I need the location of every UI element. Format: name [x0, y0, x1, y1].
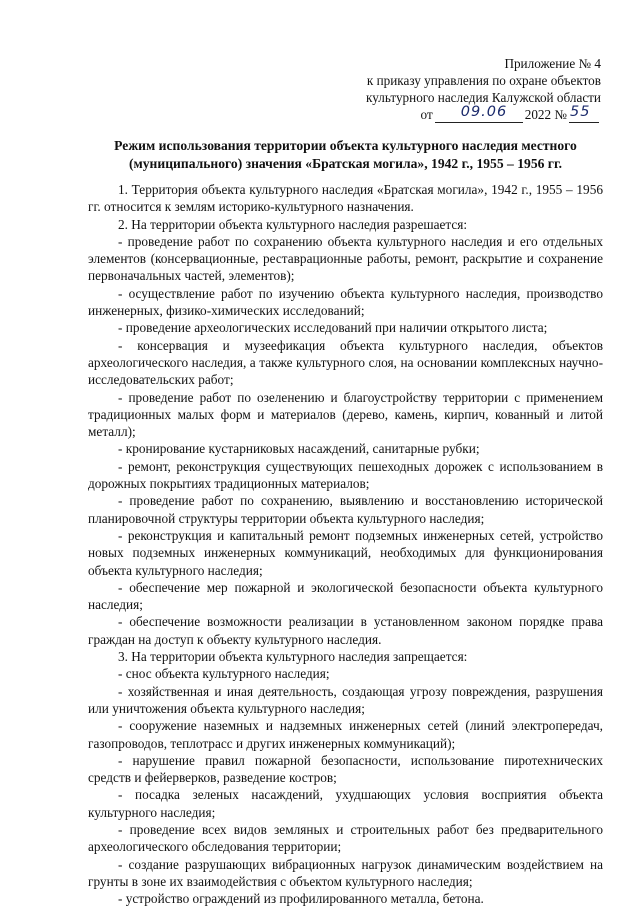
list-item: - сооружение наземных и надземных инженерных сетей (линий электропередач, газопроводов, теплотрасс и других инженерных коммуникаций); [88, 718, 603, 751]
appendix-order-ref: к приказу управления по охране объектов [366, 73, 601, 88]
appendix-number: Приложение № 4 [504, 56, 601, 71]
list-item: - проведение работ по озеленению и благоустройству территории с применением традиционных малых форм и материалов (дерево, камень, кирпич, кованный и литой металл); [88, 389, 603, 440]
list-item: - хозяйственная и иная деятельность, создающая угрозу повреждения, разрушения или уничтожения объекта культурного наследия; [88, 683, 603, 716]
list-item: - устройство ограждений из профилированного металла, бетона. [118, 891, 484, 907]
paragraph: 3. На территории объекта культурного наследия запрещается: [118, 649, 468, 665]
list-item: - ремонт, реконструкция существующих пешеходных дорожек с использованием в дорожных покрытиях традиционных материалов; [88, 458, 603, 492]
appendix-authority: культурного наследия Калужской области [366, 90, 601, 105]
document-title [88, 137, 603, 172]
order-year: 2022 № [524, 107, 567, 122]
date-prefix: от [420, 107, 433, 122]
handwritten-number: 55 [570, 104, 591, 120]
paragraph: 2. На территории объекта культурного наследия разрешается: [118, 216, 468, 232]
list-item: - проведение работ по сохранению, выявлению и восстановлению исторической планировочной структуры территории объекта культурного наследия; [88, 493, 603, 526]
list-item: - реконструкция и капитальный ремонт подземных инженерных сетей, устройство новых подземных инженерных коммуникаций, необходимых для функционирования объекта культурного наследия; [88, 527, 603, 578]
appendix-header [366, 55, 601, 123]
list-item: - создание разрушающих вибрационных нагрузок динамическим воздействием на грунты в зоне их взаимодействия с объектом культурного наследия; [88, 856, 603, 889]
title-line: (муниципального) значения «Братская могила», 1942 г., 1955 – 1956 гг. [128, 155, 563, 171]
list-item: - нарушение правил пожарной безопасности, использование пиротехнических средств и фейерверков, разведение костров; [88, 752, 603, 786]
list-item: - осуществление работ по изучению объекта культурного наследия, производство инженерных, физико-химических исследований; [88, 285, 603, 319]
list-item: - обеспечение возможности реализации в установленном законом порядке права граждан на доступ к объекту культурного наследия. [88, 614, 603, 647]
handwritten-date: 09.06 [460, 104, 508, 120]
list-item: - кронирование кустарниковых насаждений, санитарные рубки; [118, 441, 480, 457]
list-item: - посадка зеленых насаждений, ухудшающих условия восприятия объекта культурного наследия; [88, 787, 603, 820]
paragraph: 1. Территория объекта культурного наследия «Братская могила», 1942 г., 1955 – 1956 гг. относится к землям историко-культурного назначения. [88, 182, 603, 215]
list-item: - проведение археологических исследований при наличии открытого листа; [118, 320, 548, 336]
list-item: - снос объекта культурного наследия; [118, 666, 330, 682]
list-item: - консервация и музеефикация объекта культурного наследия, объектов археологического наследия, а также культурного слоя, на основании комплексных научно-исследовательских работ; [88, 337, 603, 388]
list-item: - проведение работ по сохранению объекта культурного наследия и его отдельных элементов (консервационные, реставрационные работы, ремонт, раскрытие и сохранение первоначальных частей, элементов); [88, 233, 603, 284]
list-item: - проведение всех видов земляных и строительных работ без предварительного археологического обследования территории; [88, 821, 603, 855]
list-item: - обеспечение мер пожарной и экологической безопасности объекта культурного наследия; [88, 579, 603, 613]
handwritten-number-field [569, 104, 599, 123]
document-body [88, 181, 603, 907]
title-line: Режим использования территории объекта культурного наследия местного [114, 138, 577, 153]
order-date-line [366, 106, 601, 123]
handwritten-date-field [435, 104, 523, 123]
